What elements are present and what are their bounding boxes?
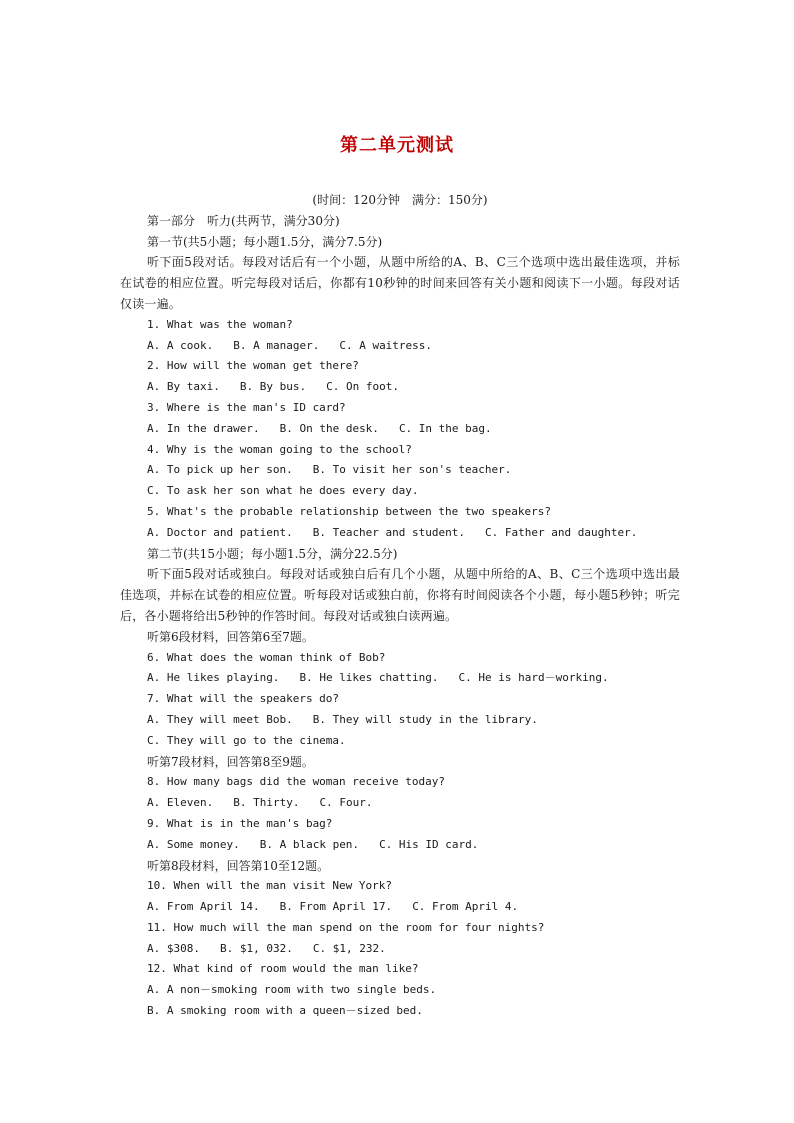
option-a: A. Eleven. xyxy=(147,796,214,810)
section2-instructions: 听下面5段对话或独白。每段对话或独白后有几个小题，从题中所给的A、B、C三个选项中选出最佳选项，并标在试卷的相应位置。听每段对话或独白前，你将有时间阅读各个小题，每小题5秒钟；听完后，各小题将给出5秒钟的作答时间。每段对话或独白读两遍。 xyxy=(120,567,680,623)
option-c: C. $1, 232. xyxy=(312,941,386,955)
option-a: A. Doctor and patient. xyxy=(147,525,293,539)
option-b: B. They will study in the library. xyxy=(312,712,538,726)
option-c: C. In the bag. xyxy=(398,421,492,435)
question-7-stem: 7. What will the speakers do? xyxy=(147,692,340,706)
question-12-stem: 12. What kind of room would the man like? xyxy=(147,962,419,976)
question-6-stem: 6. What does the woman think of Bob? xyxy=(147,650,386,664)
option-c: C. From April 4. xyxy=(412,900,519,914)
question-2-stem: 2. How will the woman get there? xyxy=(147,359,359,373)
question-7-options-ab xyxy=(120,710,680,731)
option-b: B. A black pen. xyxy=(259,837,360,851)
question-8-stem: 8. How many bags did the woman receive today? xyxy=(147,775,446,789)
question-8-options xyxy=(120,793,680,814)
option-c: C. Four. xyxy=(319,796,373,810)
question-11-options xyxy=(120,939,680,960)
exam-body xyxy=(120,190,680,1022)
section1-heading: 第一节(共5小题；每小题1.5分，满分7.5分) xyxy=(147,234,383,249)
question-2-options xyxy=(120,377,680,398)
question-12-option-b: B. A smoking room with a queen－sized bed. xyxy=(147,1004,423,1018)
option-a: A. From April 14. xyxy=(147,900,260,914)
option-a: A. Some money. xyxy=(147,837,240,851)
option-a: A. He likes playing. xyxy=(147,671,280,685)
material-8-note: 听第8段材料，回答第10至12题。 xyxy=(147,858,330,873)
question-4-option-c: C. To ask her son what he does every day. xyxy=(147,484,419,498)
option-b: B. To visit her son's teacher. xyxy=(312,463,512,477)
option-b: B. A manager. xyxy=(233,338,320,352)
option-c: C. Father and daughter. xyxy=(485,525,638,539)
material-7-note: 听第7段材料，回答第8至9题。 xyxy=(147,754,314,769)
question-5-stem: 5. What's the probable relationship between the two speakers? xyxy=(147,504,551,518)
question-12-option-a: A. A non－smoking room with two single beds. xyxy=(147,983,437,997)
option-b: B. He likes chatting. xyxy=(299,671,439,685)
option-c: C. On foot. xyxy=(326,380,399,394)
option-c: C. A waitress. xyxy=(339,338,433,352)
option-b: B. $1, 032. xyxy=(219,941,293,955)
section2-heading: 第二节(共15小题；每小题1.5分，满分22.5分) xyxy=(147,546,398,561)
question-1-stem: 1. What was the woman? xyxy=(147,317,293,331)
question-3-stem: 3. Where is the man's ID card? xyxy=(147,400,346,414)
option-c: C. His ID card. xyxy=(379,837,479,851)
option-a: A. To pick up her son. xyxy=(147,463,293,477)
option-a: A. A cook. xyxy=(147,338,214,352)
question-6-options xyxy=(120,668,680,689)
section1-instructions: 听下面5段对话。每段对话后有一个小题，从题中所给的A、B、C三个选项中选出最佳选项，并标在试卷的相应位置。听完每段对话后，你都有10秒钟的时间来回答有关小题和阅读下一小题。每段对话仅读一遍。 xyxy=(120,255,680,311)
question-5-options xyxy=(120,523,680,544)
question-7-option-c: C. They will go to the cinema. xyxy=(147,733,346,747)
option-a: A. In the drawer. xyxy=(147,421,260,435)
question-10-options xyxy=(120,897,680,918)
question-1-options xyxy=(120,336,680,357)
option-a: A. By taxi. xyxy=(147,380,220,394)
option-b: B. Teacher and student. xyxy=(312,525,466,539)
question-3-options xyxy=(120,419,680,440)
page-title: 第二单元测试 xyxy=(340,135,454,156)
time-score-info: (时间：120分钟 满分：150分) xyxy=(312,193,488,207)
option-c: C. He is hard－working. xyxy=(458,671,609,685)
question-10-stem: 10. When will the man visit New York? xyxy=(147,879,393,893)
option-a: A. They will meet Bob. xyxy=(147,712,293,726)
material-6-note: 听第6段材料，回答第6至7题。 xyxy=(147,629,314,644)
question-11-stem: 11. How much will the man spend on the room for four nights? xyxy=(147,920,545,934)
question-9-options xyxy=(120,835,680,856)
option-b: B. From April 17. xyxy=(279,900,393,914)
question-4-stem: 4. Why is the woman going to the school? xyxy=(147,442,412,456)
option-b: B. By bus. xyxy=(239,380,307,394)
part1-heading: 第一部分 听力(共两节，满分30分) xyxy=(147,213,340,228)
option-a: A. $308. xyxy=(147,941,200,955)
question-4-options-ab xyxy=(120,460,680,481)
option-b: B. Thirty. xyxy=(233,796,300,810)
question-9-stem: 9. What is in the man's bag? xyxy=(147,816,333,830)
option-b: B. On the desk. xyxy=(279,421,379,435)
